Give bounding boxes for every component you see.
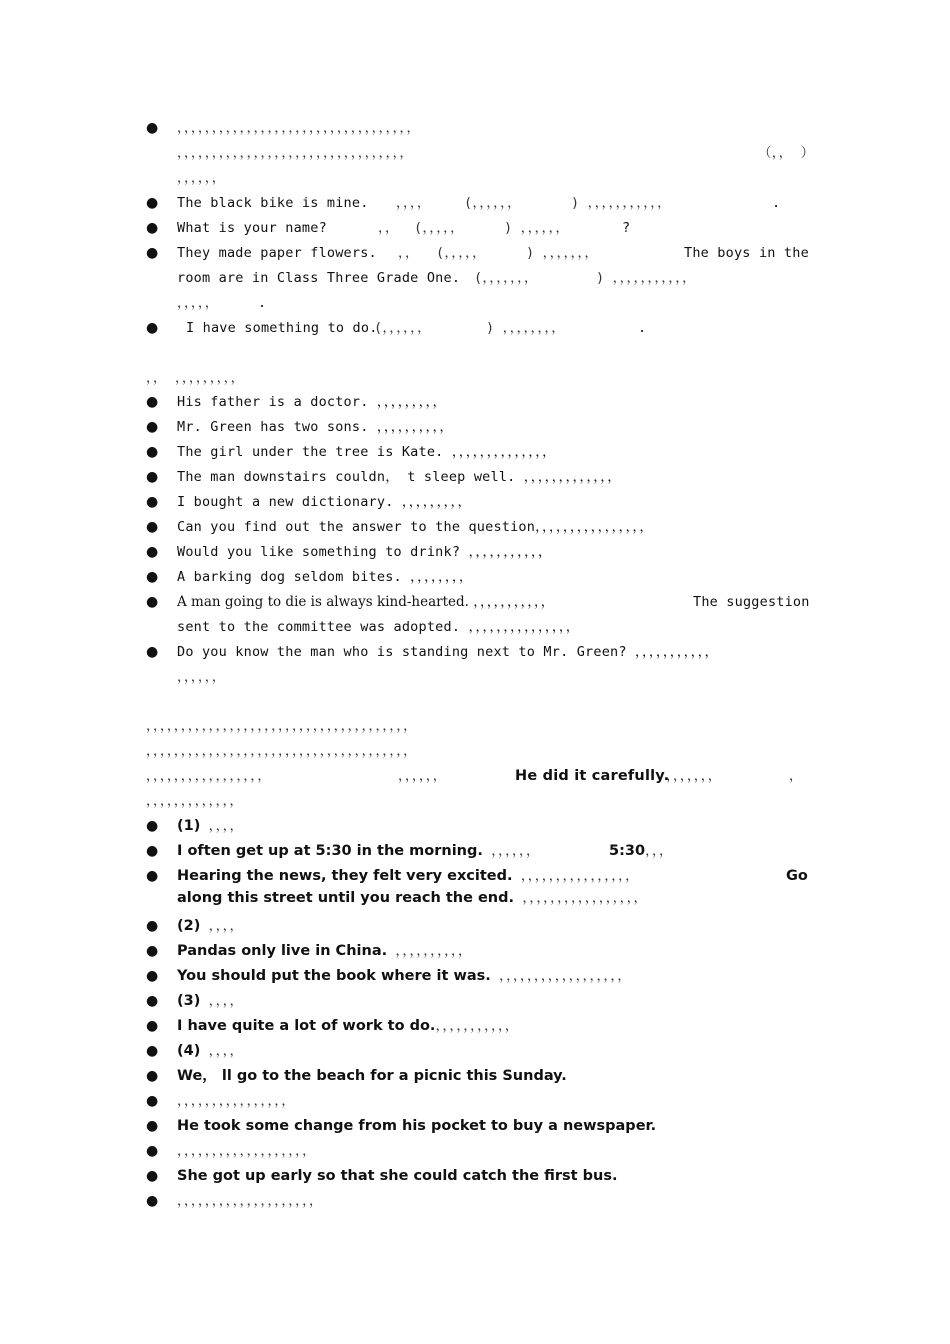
item-text: along this street until you reach the end. ，，，，，，，，，，，，，，，，， [177,890,648,906]
paragraph-text: ，，，，，，，，，，，，，，，，，，，，，，，，，，，，，，，，，，，，，， [146,718,417,734]
bullet: ● [146,320,159,336]
bullet: ● [146,494,159,510]
item-text: ，，，，，， [177,170,226,186]
bullet: ● [146,644,159,660]
item-text: ) ，，，，，，，， [486,320,566,336]
bullet: ● [146,1168,159,1184]
item-text: ，，，，，，，，，，，，，，，， [177,1093,295,1109]
bullet: ● [146,1193,159,1209]
item-text: Hearing the news, they felt very excited. ，，，，，，，，，，，，，，，， [177,868,639,884]
bullet: ● [146,918,159,934]
item-text: I often get up at 5:30 in the morning. ，，，，，， [177,843,540,859]
item-text: Mr. Green has two sons. ，，，，，，，，，， [177,419,454,435]
item-text: ) ，，，，，，，，，，， [596,270,696,286]
bullet: ● [146,1143,159,1159]
item-text: (3) ，，，， [177,993,244,1009]
paragraph-text: ， [789,768,803,784]
item-text: The man downstairs couldn， t sleep well. ，，，，，，，，，，，，， [177,469,621,485]
item-text: ，，，，，， [177,669,226,685]
item-text: (，，，，， [414,220,464,236]
item-text: . [638,320,647,336]
item-text: ) ，，，，，，， [526,245,599,261]
item-text: Do you know the man who is standing next to Mr. Green? ，，，，，，，，，，， [177,644,719,660]
paragraph-text: ，，，，，，，，，，，，，，，，， [146,768,271,784]
bullet: ● [146,1093,159,1109]
item-text: （，， ） [758,145,815,161]
bullet: ● [146,868,159,884]
bullet: ● [146,519,159,535]
bullet: ● [146,569,159,585]
bullet: ● [146,993,159,1009]
bullet: ● [146,943,159,959]
item-text: I have something to do. [186,320,378,336]
item-text: Would you like something to drink? ，，，，，，，，，，， [177,544,552,560]
item-text: His father is a doctor. ，，，，，，，，， [177,394,447,410]
item-text: ，，，，，，，，，，，，，，，，，，，，，，，，，，，，，，，，， [177,145,414,161]
bullet: ● [146,120,159,136]
item-text: ) ，，，，，，，，，，， [571,195,671,211]
bullet: ● [146,968,159,984]
item-text: They made paper flowers. [177,245,377,261]
item-text: ，，，，，，，，，，，，，，，，，，，，，，，，，，，，，，，，，， [177,120,421,136]
item-text: (，，，，， [436,245,486,261]
bullet: ● [146,444,159,460]
item-text: ，，，，， [177,295,219,311]
item-text: sent to the committee was adopted. ，，，，，，，，，，，，，，， [177,619,580,635]
item-text: 5:30，，， [609,843,673,859]
item-text: (，，，，，，， [474,270,538,286]
item-text: ，，，， [396,195,431,211]
bullet: ● [146,594,159,610]
item-text: A barking dog seldom bites. ，，，，，，，， [177,569,473,585]
bullet: ● [146,818,159,834]
item-text: ) ，，，，，， [504,220,570,236]
item-text: ，， [378,220,399,236]
item-text: You should put the book where it was. ，，，，，，，，，，，，，，，，，， [177,968,631,984]
item-text: Go [786,868,808,884]
item-text: ，，，，，，，，，，，，，，，，，，，， [177,1193,323,1209]
bullet: ● [146,544,159,560]
bullet: ● [146,843,159,859]
item-text: I bought a new dictionary. ，，，，，，，，， [177,494,472,510]
bullet: ● [146,419,159,435]
bullet: ● [146,245,159,261]
item-text: She got up early so that she could catch the first bus. [177,1168,618,1184]
item-text: The suggestion [693,594,810,610]
item-text: The black bike is mine. [177,195,369,211]
item-text: The boys in the [684,245,809,261]
bullet: ● [146,1043,159,1059]
item-text: (1) ，，，， [177,818,244,834]
paragraph-text: ，，，，，， [398,768,447,784]
item-text: Can you find out the answer to the question，，，，，，，，，，，，，，，， [177,519,654,535]
item-text: ，，，，，，，，，，，，，，，，，，， [177,1143,316,1159]
bullet: ● [146,469,159,485]
bullet: ● [146,195,159,211]
paragraph-text: ，，，，，，，，，，，，， [146,793,244,809]
paragraph-text: ，，，，，，，，，，，，，，，，，，，，，，，，，，，，，，，，，，，，，， [146,743,417,759]
item-text: He took some change from his pocket to buy a newspaper. [177,1118,657,1134]
item-text: . [258,295,267,311]
item-text: (2) ，，，， [177,918,244,934]
paragraph-text: ，，，，，，， [666,768,722,784]
bullet: ● [146,220,159,236]
item-text: We， ll go to the beach for a picnic this Sunday. [177,1068,567,1084]
item-text: ，， [398,245,419,261]
item-text: (，，，，，， [464,195,521,211]
heading-text: ，， ，，，，，，，，， [146,370,245,386]
item-text: room are in Class Three Grade One. [177,270,461,286]
item-text: What is your name? [177,220,327,236]
item-text: A man going to die is always kind-hearted. ，，，，，，，，，，， [177,594,555,610]
item-text: Pandas only live in China. ，，，，，，，，，， [177,943,472,959]
item-text: ? [622,220,631,236]
item-text: (4) ，，，， [177,1043,244,1059]
bullet: ● [146,1118,159,1134]
bullet: ● [146,1068,159,1084]
item-text: I have quite a lot of work to do.，，，，，，，，，，， [177,1018,519,1034]
item-text: . [772,195,781,211]
bullet: ● [146,1018,159,1034]
item-text: (，，，，，， [374,320,431,336]
example-sentence: He did it carefully. [515,768,670,784]
bullet: ● [146,394,159,410]
item-text: The girl under the tree is Kate. ，，，，，，，，，，，，，， [177,444,556,460]
